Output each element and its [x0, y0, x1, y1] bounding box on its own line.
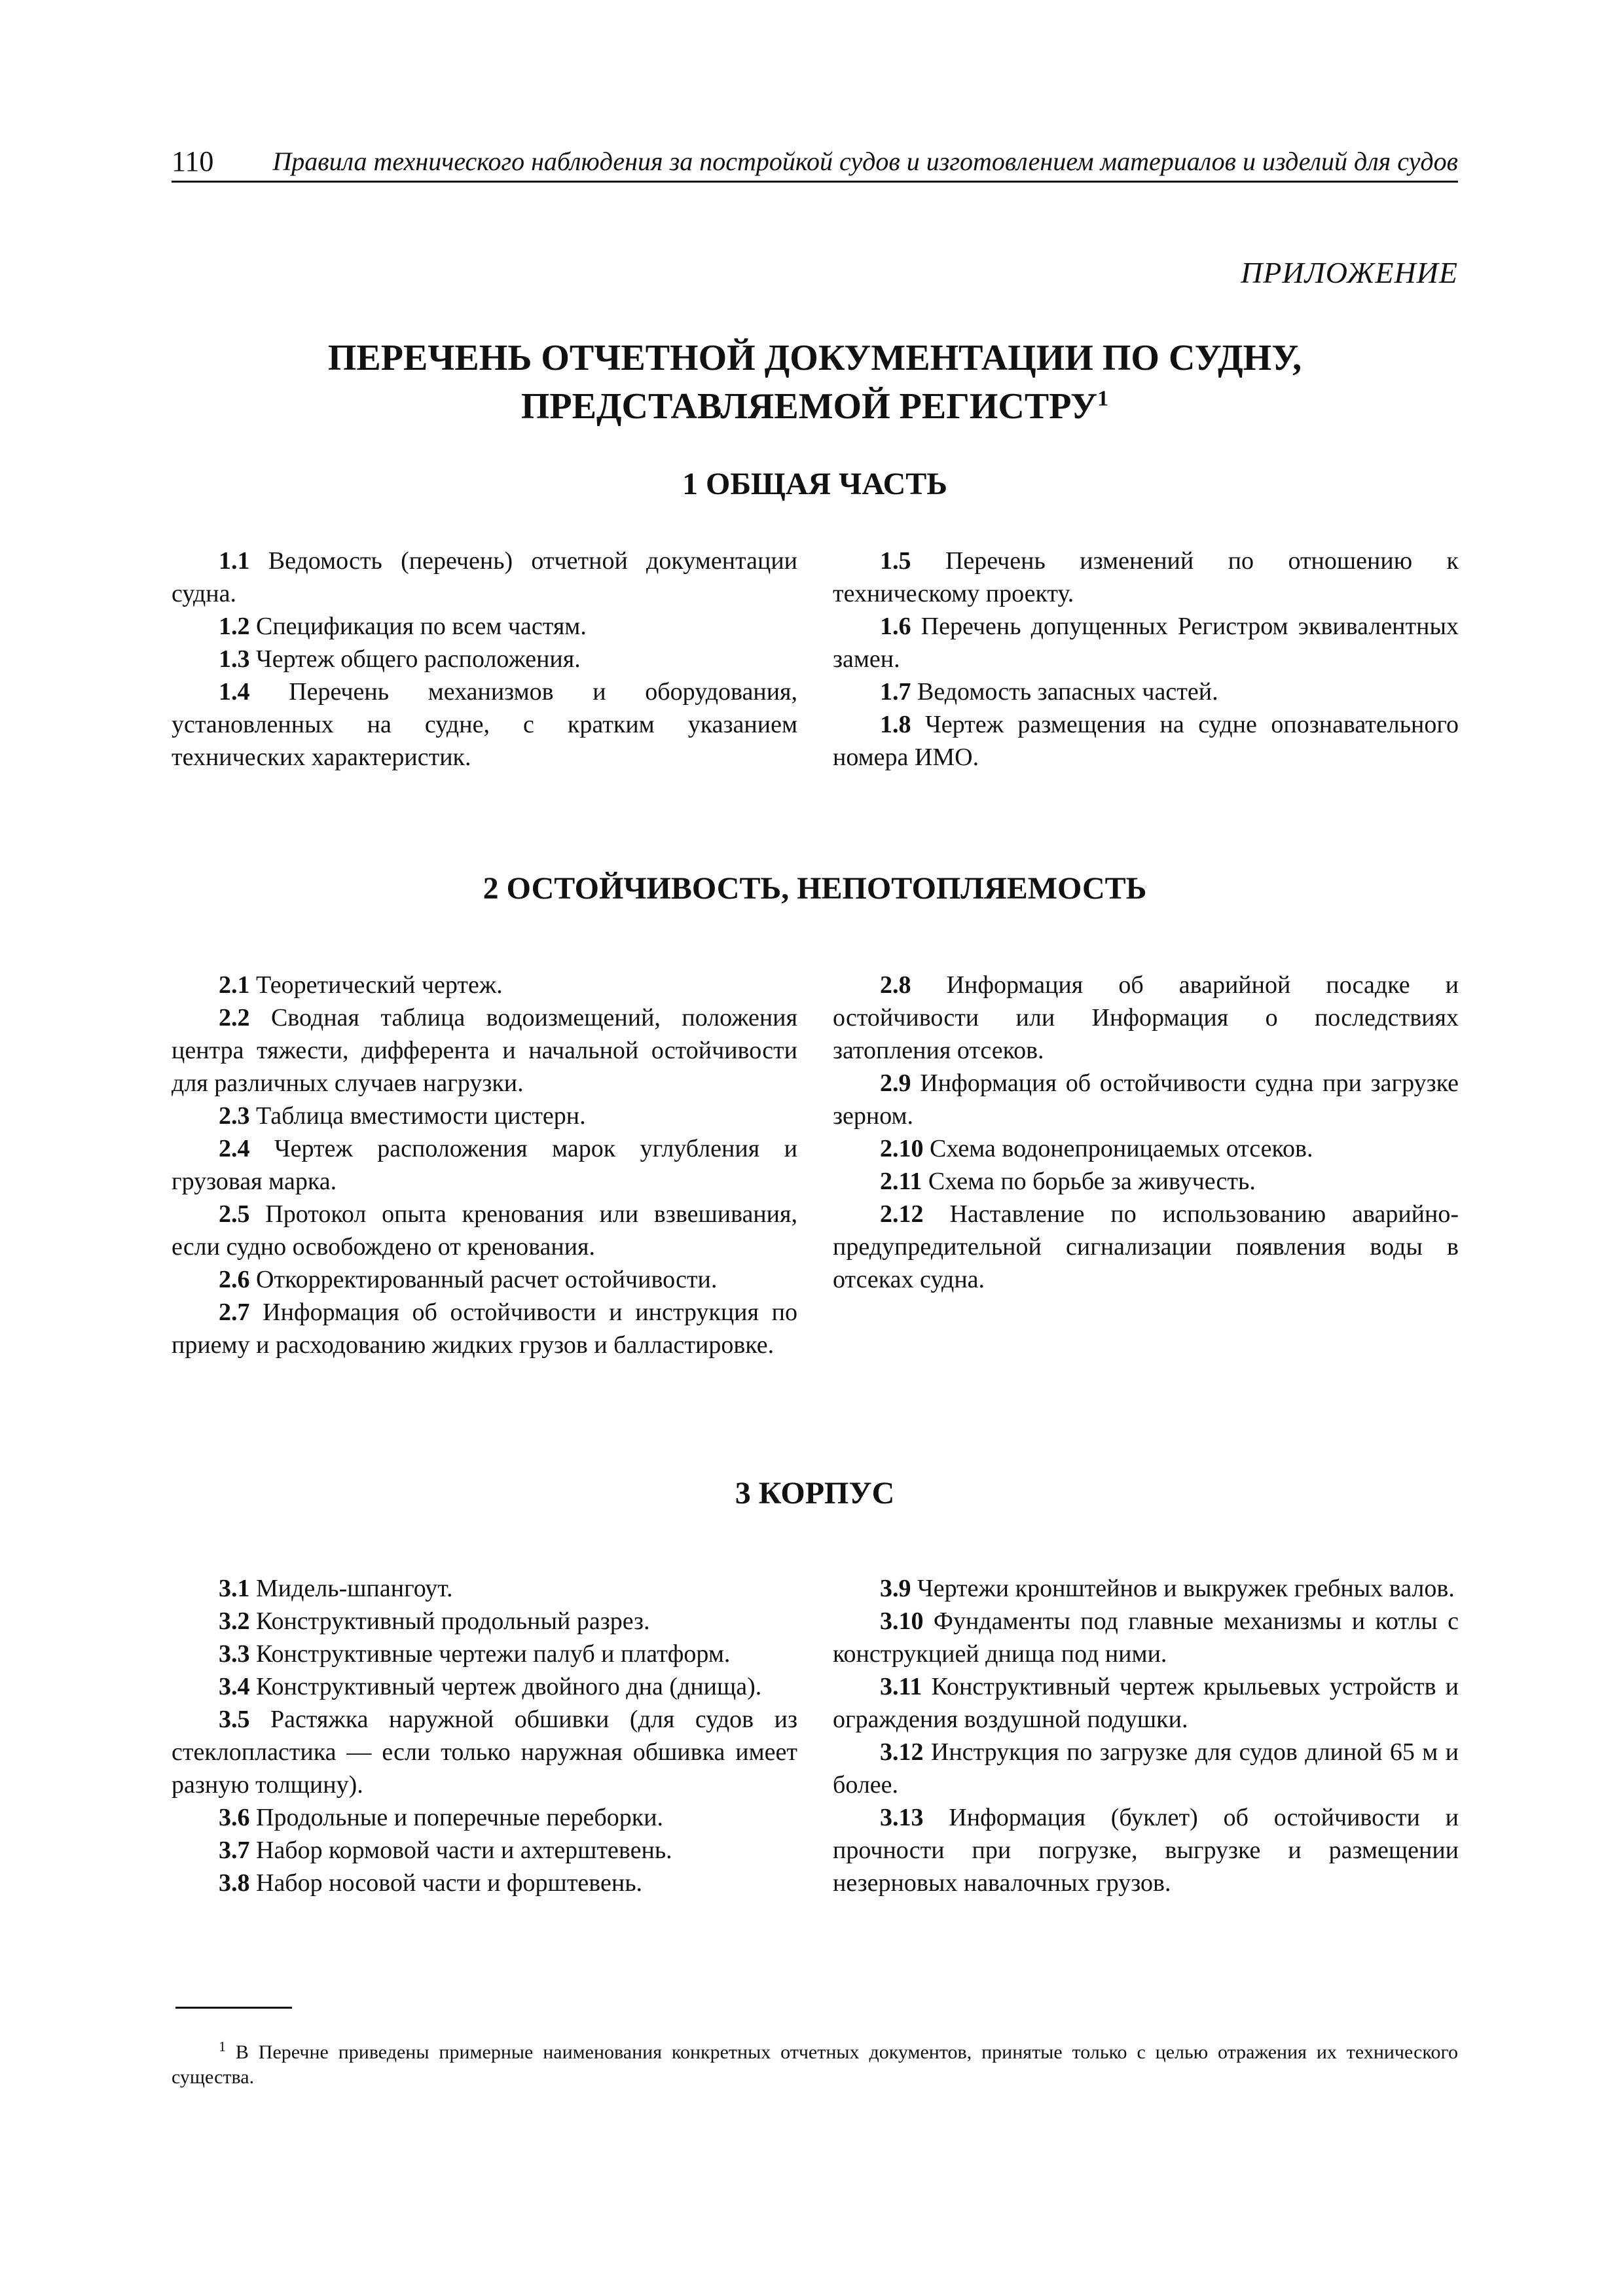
item-number: 1.6	[880, 613, 911, 640]
item-number: 3.4	[219, 1673, 250, 1700]
list-item	[172, 675, 797, 774]
section-3-right-column	[833, 1572, 1459, 1899]
section-title-3: 3 КОРПУС	[735, 1476, 895, 1511]
list-item	[833, 610, 1459, 675]
list-item	[172, 1670, 797, 1703]
item-text: Фундаменты под главные механизмы и котлы с конструкцией днища под ними.	[833, 1607, 1459, 1668]
footnote-text: В Перечне приведены примерные наименования конкретных отчетных документов, принятые только с целью отражения их технического существа.	[172, 2041, 1459, 2088]
list-item	[172, 610, 797, 643]
item-number: 2.6	[219, 1266, 250, 1293]
list-item	[172, 1263, 797, 1296]
document-title	[172, 334, 1458, 431]
item-number: 2.3	[219, 1102, 250, 1130]
item-number: 1.3	[219, 645, 250, 673]
list-item	[833, 1067, 1459, 1132]
item-text: Схема водонепроницаемых отсеков.	[930, 1135, 1313, 1162]
item-number: 1.1	[219, 547, 250, 575]
item-number: 3.2	[219, 1607, 250, 1635]
list-item	[172, 545, 797, 610]
list-item	[833, 545, 1459, 610]
item-text: Схема по борьбе за живучесть.	[928, 1168, 1256, 1195]
item-text: Информация (буклет) об остойчивости и прочности при погрузке, выгрузке и размещении незерновых навалочных грузов.	[833, 1804, 1459, 1897]
item-number: 3.5	[219, 1706, 250, 1733]
item-text: Информация об остойчивости судна при загрузке зерном.	[833, 1069, 1459, 1130]
item-number: 2.5	[219, 1200, 250, 1228]
list-item	[172, 643, 797, 675]
list-item	[833, 1132, 1459, 1165]
list-item	[172, 1703, 797, 1801]
footnote-mark: 1	[219, 2038, 226, 2054]
item-number: 3.6	[219, 1804, 250, 1831]
list-item	[833, 1572, 1459, 1605]
item-text: Теоретический чертеж.	[256, 971, 503, 999]
item-number: 1.8	[880, 711, 911, 738]
list-item	[833, 1670, 1459, 1736]
item-number: 1.5	[880, 547, 911, 575]
item-text: Перечень изменений по отношению к техническому проекту.	[833, 547, 1459, 607]
appendix-label: ПРИЛОЖЕНИЕ	[1241, 256, 1458, 289]
item-text: Растяжка наружной обшивки (для судов из стеклопластика — если только наружная обшивка имеет разную толщину).	[172, 1706, 798, 1799]
item-text: Конструктивные чертежи палуб и платформ.	[256, 1640, 731, 1668]
list-item	[833, 969, 1459, 1067]
item-text: Набор кормовой части и ахтерштевень.	[256, 1837, 672, 1864]
list-item	[833, 1801, 1459, 1899]
list-item	[833, 1605, 1459, 1670]
item-text: Чертеж расположения марок углубления и грузовая марка.	[172, 1135, 797, 1195]
item-number: 2.12	[880, 1200, 924, 1228]
section-1-left-column	[172, 545, 797, 774]
list-item	[172, 1638, 797, 1670]
page-number: 110	[172, 145, 214, 177]
item-number: 1.4	[219, 678, 250, 706]
list-item	[833, 1736, 1459, 1801]
item-number: 3.13	[880, 1804, 924, 1831]
footnote	[172, 2034, 1458, 2090]
item-text: Набор носовой части и форштевень.	[256, 1869, 643, 1897]
list-item	[833, 1165, 1459, 1198]
item-number: 2.1	[219, 971, 250, 999]
item-text: Спецификация по всем частям.	[256, 613, 587, 640]
item-number: 2.10	[880, 1135, 924, 1162]
section-3-left-column	[172, 1572, 797, 1899]
item-number: 3.3	[219, 1640, 250, 1668]
item-text: Продольные и поперечные переборки.	[256, 1804, 664, 1831]
section-title-2: 2 ОСТОЙЧИВОСТЬ, НЕПОТОПЛЯЕМОСТЬ	[483, 871, 1147, 906]
item-text: Конструктивный продольный разрез.	[256, 1607, 650, 1635]
section-2-right-column	[833, 969, 1459, 1296]
list-item	[172, 1198, 797, 1263]
item-text: Перечень допущенных Регистром эквивалентных замен.	[833, 613, 1459, 673]
item-number: 2.7	[219, 1299, 250, 1326]
section-1-right-column	[833, 545, 1459, 774]
list-item	[172, 969, 797, 1001]
list-item	[172, 1001, 797, 1100]
list-item	[833, 675, 1459, 708]
list-item	[172, 1834, 797, 1867]
title-line-2	[172, 382, 1458, 431]
title-line-2-text: ПРЕДСТАВЛЯЕМОЙ РЕГИСТРУ	[520, 386, 1098, 427]
item-number: 2.2	[219, 1004, 250, 1031]
item-text: Ведомость (перечень) отчетной документации судна.	[172, 547, 797, 607]
item-number: 2.9	[880, 1069, 911, 1097]
item-number: 3.8	[219, 1869, 250, 1897]
item-text: Конструктивный чертеж двойного дна (днища).	[256, 1673, 762, 1700]
item-text: Наставление по использованию аварийно-предупредительной сигнализации появления воды в отсеках судна.	[833, 1200, 1459, 1293]
item-number: 1.2	[219, 613, 250, 640]
item-text: Информация об аварийной посадке и остойчивости или Информация о последствиях затопления отсеков.	[833, 971, 1459, 1064]
item-text: Протокол опыта кренования или взвешивания, если судно освобождено от кренования.	[172, 1200, 797, 1261]
footnote-divider	[175, 2007, 292, 2009]
running-title: Правила технического наблюдения за постройкой судов и изготовлением материалов и изделий для судов	[272, 147, 1458, 176]
item-text: Ведомость запасных частей.	[917, 678, 1218, 706]
item-number: 3.1	[219, 1575, 250, 1602]
item-text: Чертежи кронштейнов и выкружек гребных валов.	[917, 1575, 1455, 1602]
list-item	[172, 1572, 797, 1605]
item-text: Чертеж общего расположения.	[256, 645, 581, 673]
list-item	[172, 1867, 797, 1899]
list-item	[172, 1801, 797, 1834]
list-item	[833, 708, 1459, 774]
list-item	[172, 1100, 797, 1132]
item-text: Чертеж размещения на судне опознавательного номера ИМО.	[833, 711, 1459, 771]
item-number: 3.12	[880, 1738, 924, 1766]
item-text: Сводная таблица водоизмещений, положения центра тяжести, дифферента и начальной остойчивости для различных случаев нагрузки.	[172, 1004, 797, 1097]
item-number: 1.7	[880, 678, 911, 706]
section-title-1: 1 ОБЩАЯ ЧАСТЬ	[682, 467, 948, 501]
list-item	[833, 1198, 1459, 1296]
item-number: 2.4	[219, 1135, 250, 1162]
title-line-1: ПЕРЕЧЕНЬ ОТЧЕТНОЙ ДОКУМЕНТАЦИИ ПО СУДНУ,	[327, 338, 1302, 378]
running-header	[172, 143, 1458, 183]
item-text: Таблица вместимости цистерн.	[256, 1102, 586, 1130]
title-footnote-mark: 1	[1097, 386, 1109, 411]
list-item	[172, 1132, 797, 1198]
item-text: Инструкция по загрузке для судов длиной 65 м и более.	[833, 1738, 1459, 1799]
section-2-left-column	[172, 969, 797, 1361]
item-text: Информация об остойчивости и инструкция по приему и расходованию жидких грузов и балластировке.	[172, 1299, 797, 1359]
item-number: 3.11	[880, 1673, 922, 1700]
item-text: Конструктивный чертеж крыльевых устройств и ограждения воздушной подушки.	[833, 1673, 1459, 1733]
item-number: 2.8	[880, 971, 911, 999]
item-number: 2.11	[880, 1168, 922, 1195]
list-item	[172, 1296, 797, 1361]
item-text: Мидель-шпангоут.	[256, 1575, 453, 1602]
item-text: Откорректированный расчет остойчивости.	[256, 1266, 718, 1293]
item-number: 3.7	[219, 1837, 250, 1864]
item-text: Перечень механизмов и оборудования, установленных на судне, с кратким указанием технических характеристик.	[172, 678, 798, 771]
list-item	[172, 1605, 797, 1638]
item-number: 3.10	[880, 1607, 924, 1635]
item-number: 3.9	[880, 1575, 911, 1602]
